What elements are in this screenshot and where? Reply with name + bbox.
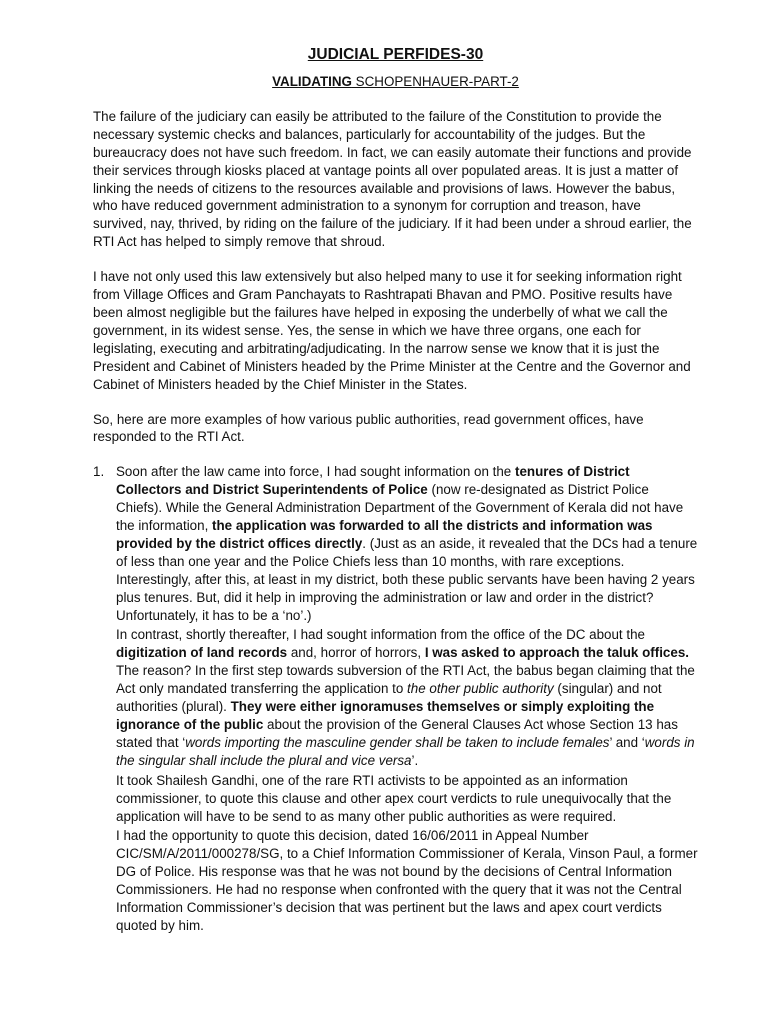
document-subtitle — [93, 73, 698, 91]
list-paragraph-3: It took Shailesh Gandhi, one of the rare RTI activists to be appointed as an information commissioner, to quote this clause and other apex court verdicts to rule unequivocally that the application will have to be send to as many other public authorities as were required. — [116, 772, 672, 824]
document-page — [93, 40, 698, 937]
paragraph-2: I have not only used this law extensively but also helped many to use it for seeking information right from Village Offices and Gram Panchayats to Rashtrapati Bhavan and PMO. Positive results have been almost negligible but the failures have helped in exposing the underbelly of what we call the government, in its widest sense. Yes, the sense in which we have three organs, one each for legislating, executing and arbitrating/adjudicating. In the narrow sense we know that it is just the President and Cabinet of Ministers headed by the Prime Minister at the Centre and the Governor and Cabinet of Ministers headed by the Chief Minister in the States. — [93, 269, 691, 392]
list-paragraph-2: In contrast, shortly thereafter, I had sought information from the office of the DC about the digitization of land records and, horror of horrors, I was asked to approach the taluk offices. The reason? In the first step towards subversion of the RTI Act, the babus began claiming that the Act only mandated transferring the application to the other public authority (singular) and not authorities (plural). They were either ignoramuses themselves or simply exploiting the ignorance of the public about the provision of the General Clauses Act whose Section 13 has stated that ‘words importing the masculine gender shall be taken to include females’ and ‘words in the singular shall include the plural and vice versa’. — [116, 627, 695, 768]
subtitle-bold: VALIDATING — [272, 74, 352, 89]
paragraph-3: So, here are more examples of how various public authorities, read government offices, have responded to the RTI Act. — [93, 411, 644, 445]
list-number: 1. — [93, 464, 105, 480]
list-paragraph-4: I had the opportunity to quote this decision, dated 16/06/2011 in Appeal Number CIC/SM/A/2011/000278/SG, to a Chief Information Commissioner of Kerala, Vinson Paul, a former DG of Police. His response was that he was not bound by the decisions of Central Information Commissioners. He had no response when confronted with the query that it was not the Central Information Commissioner’s decision that was pertinent but the laws and apex court verdicts quoted by him. — [116, 828, 698, 933]
list-item — [93, 463, 698, 935]
subtitle-rest: SCHOPENHAUER-PART-2 — [351, 74, 519, 89]
paragraph-1: The failure of the judiciary can easily be attributed to the failure of the Constitution to provide the necessary systemic checks and balances, particularly for accountability of the judges. But the bureaucracy does not have such freedom. In fact, we can easily automate their functions and provide their services through kiosks placed at vantage points all over populated areas. It is just a matter of linking the needs of citizens to the resources available and provisions of laws. However the babus, who have reduced government administration to a synonym for corruption and treason, have survived, nay, thrived, by riding on the failure of the judiciary. If it had been under a shroud earlier, the RTI Act has helped to simply remove that shroud. — [93, 108, 692, 250]
list-paragraph-1: Soon after the law came into force, I had sought information on the tenures of District Collectors and District Superintendents of Police (now re-designated as District Police Chiefs). While the General Administration Department of the Government of Kerala did not have the information, the application was forwarded to all the districts and information was provided by the district offices directly. (Just as an aside, it revealed that the DCs had a tenure of less than one year and the Police Chiefs less than 10 months, with rare exceptions. Interestingly, after this, at least in my district, both these public servants have been having 2 years plus tenures. But, did it help in improving the administration or law and order in the district? Unfortunately, it has to be a ‘no’.) — [116, 464, 698, 623]
examples-list — [93, 463, 698, 935]
document-title: JUDICIAL PERFIDES-30 — [307, 46, 484, 63]
